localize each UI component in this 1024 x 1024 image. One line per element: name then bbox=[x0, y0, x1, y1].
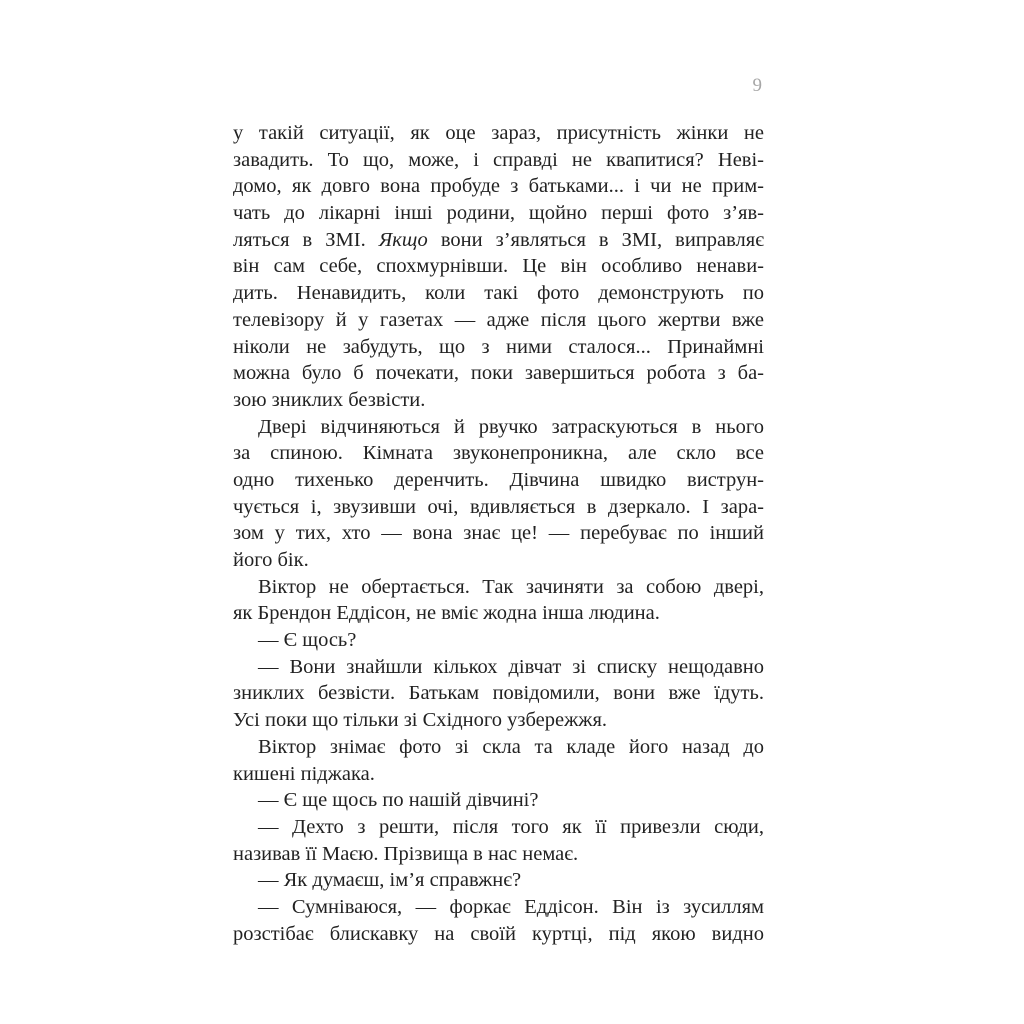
text-segment: — Є ще щось по нашій дівчині? bbox=[258, 789, 539, 812]
text-segment: — Вони знайшли кількох дівчат зі списку нещодавно bbox=[258, 655, 764, 678]
text-line bbox=[233, 253, 764, 280]
text-line bbox=[233, 334, 764, 361]
text-line bbox=[233, 921, 764, 948]
text-line bbox=[233, 894, 764, 921]
text-line bbox=[233, 654, 764, 681]
text-segment: чується і, звузивши очі, вдивляється в дзеркало. І зара- bbox=[233, 495, 764, 518]
text-segment: дить. Ненавидить, коли такі фото демонструють по bbox=[233, 282, 764, 305]
text-segment: його бік. bbox=[233, 549, 309, 571]
text-segment: телевізору й у газетах — адже після цього жертви вже bbox=[233, 308, 764, 331]
text-line bbox=[233, 414, 764, 441]
text-line bbox=[233, 841, 764, 868]
page-number: 9 bbox=[752, 75, 762, 96]
text-segment: як Брендон Еддісон, не вміє жодна інша людина. bbox=[233, 602, 660, 625]
text-segment: ляться в ЗМІ. bbox=[233, 228, 379, 251]
text-line bbox=[233, 761, 764, 788]
text-segment: Віктор знімає фото зі скла та кладе його назад до bbox=[258, 735, 764, 758]
text-segment: — Дехто з решти, після того як її привезли сюди, bbox=[258, 815, 764, 838]
text-segment: одно тихенько деренчить. Дівчина швидко виструн- bbox=[233, 468, 764, 491]
text-segment: — Є щось? bbox=[258, 629, 357, 652]
text-segment: Віктор не обертається. Так зачиняти за собою двері, bbox=[258, 575, 764, 598]
text-segment: чать до лікарні інші родини, щойно перші фото з’яв- bbox=[233, 202, 764, 225]
text-line bbox=[233, 227, 764, 254]
page-text bbox=[233, 120, 764, 947]
text-segment-italic: Якщо bbox=[378, 228, 428, 251]
text-line bbox=[233, 494, 764, 521]
text-line bbox=[233, 120, 764, 147]
text-segment: зниклих безвісти. Батькам повідомили, вони вже їдуть. bbox=[233, 682, 764, 705]
text-segment: ніколи не забудуть, що з ними сталося... Принаймні bbox=[233, 335, 764, 358]
text-line bbox=[233, 600, 764, 627]
text-segment: він сам себе, спохмурнівши. Це він особливо ненави- bbox=[233, 255, 764, 278]
text-line bbox=[233, 734, 764, 761]
text-line bbox=[233, 387, 764, 414]
text-segment: можна було б почекати, поки завершиться робота з ба- bbox=[233, 362, 764, 385]
text-line bbox=[233, 173, 764, 200]
text-segment: зою зниклих безвісти. bbox=[233, 388, 426, 411]
text-line bbox=[233, 280, 764, 307]
text-segment: зом у тих, хто — вона знає це! — перебуває по інший bbox=[233, 522, 764, 545]
text-line bbox=[233, 787, 764, 814]
text-line bbox=[233, 547, 764, 574]
text-line bbox=[233, 307, 764, 334]
text-line bbox=[233, 680, 764, 707]
text-segment: розстібає блискавку на своїй куртці, під якою видно bbox=[233, 922, 764, 945]
text-segment: вони з’являться в ЗМІ, виправляє bbox=[427, 228, 764, 251]
text-segment: — Сумніваюся, — форкає Еддісон. Він із зусиллям bbox=[258, 895, 764, 918]
text-segment: кишені піджака. bbox=[233, 762, 375, 785]
text-segment: у такій ситуації, як оце зараз, присутність жінки не bbox=[233, 122, 764, 144]
text-line bbox=[233, 627, 764, 654]
text-line bbox=[233, 520, 764, 547]
text-segment: домо, як довго вона пробуде з батьками... і чи не прим- bbox=[233, 175, 764, 198]
text-line bbox=[233, 574, 764, 601]
text-line bbox=[233, 814, 764, 841]
text-line bbox=[233, 707, 764, 734]
text-segment: називав її Маєю. Прізвища в нас немає. bbox=[233, 842, 579, 865]
text-segment: — Як думаєш, ім’я справжнє? bbox=[258, 869, 522, 892]
text-line bbox=[233, 360, 764, 387]
text-line bbox=[233, 440, 764, 467]
text-line bbox=[233, 200, 764, 227]
text-segment: Двері відчиняються й рвучко затраскуються в нього bbox=[258, 415, 764, 438]
text-segment: Усі поки що тільки зі Східного узбережжя. bbox=[233, 709, 607, 732]
text-segment: за спиною. Кімната звуконепроникна, але скло все bbox=[233, 442, 764, 465]
text-segment: завадить. То що, може, і справді не квапитися? Неві- bbox=[233, 148, 764, 171]
text-line bbox=[233, 867, 764, 894]
text-line bbox=[233, 147, 764, 174]
text-line bbox=[233, 467, 764, 494]
